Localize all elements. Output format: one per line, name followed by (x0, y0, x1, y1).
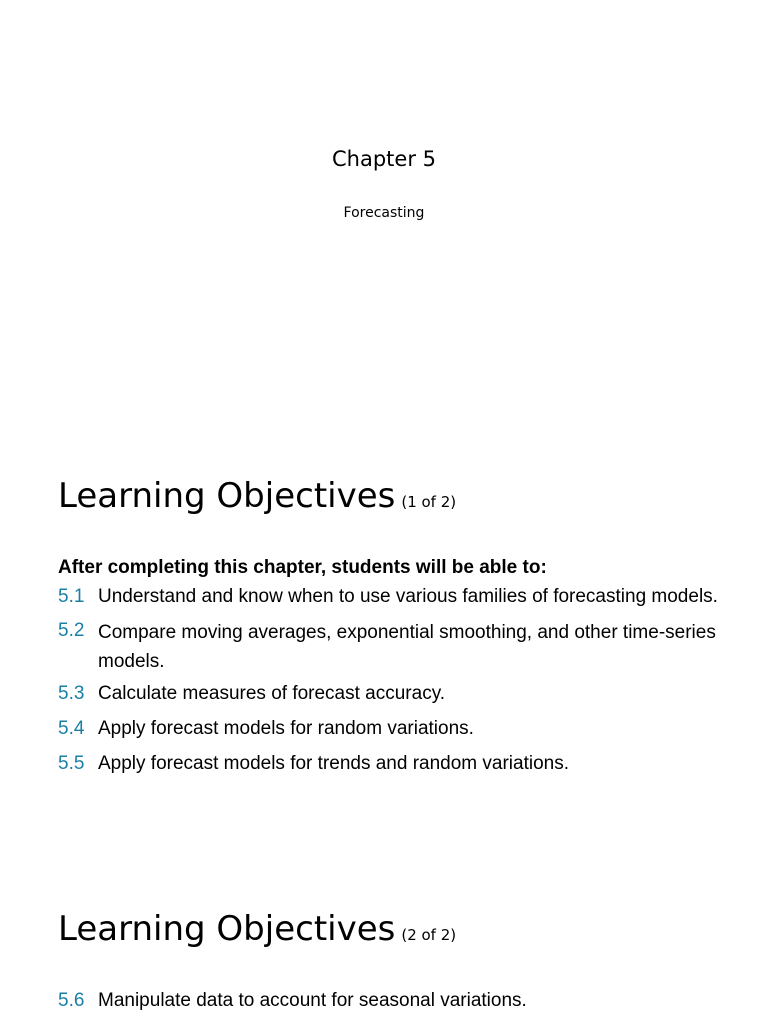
objectives-heading (58, 476, 456, 516)
objective-number: 5.4 (58, 718, 85, 739)
list-item (58, 618, 718, 676)
objectives-list (58, 988, 718, 1013)
objective-text: Manipulate data to account for seasonal variations. (98, 990, 527, 1011)
objective-number: 5.6 (58, 990, 85, 1011)
list-item (58, 988, 718, 1013)
objective-text: Apply forecast models for trends and random variations. (98, 753, 570, 774)
objective-number: 5.2 (58, 620, 85, 641)
heading-part: (2 of 2) (401, 926, 457, 944)
list-item (58, 716, 718, 741)
chapter-subtitle: Forecasting (343, 205, 425, 221)
chapter-title: Chapter 5 (332, 147, 436, 171)
objective-text: Understand and know when to use various families of forecasting models. (98, 586, 718, 607)
title-slide (0, 0, 768, 440)
objective-text: Compare moving averages, exponential smoothing, and other time-series models. (98, 622, 716, 672)
objectives-intro: After completing this chapter, students will be able to: (58, 557, 547, 578)
objective-number: 5.5 (58, 753, 85, 774)
heading-text: Learning Objectives (58, 909, 396, 949)
objectives-list (58, 584, 718, 776)
list-item (58, 681, 718, 706)
heading-part: (1 of 2) (401, 493, 457, 511)
objective-number: 5.1 (58, 586, 85, 607)
list-item (58, 584, 718, 609)
objectives-heading (58, 909, 456, 949)
objective-text: Apply forecast models for random variations. (98, 718, 474, 739)
objective-text: Calculate measures of forecast accuracy. (98, 683, 446, 704)
objective-number: 5.3 (58, 683, 85, 704)
list-item (58, 751, 718, 776)
heading-text: Learning Objectives (58, 476, 396, 516)
